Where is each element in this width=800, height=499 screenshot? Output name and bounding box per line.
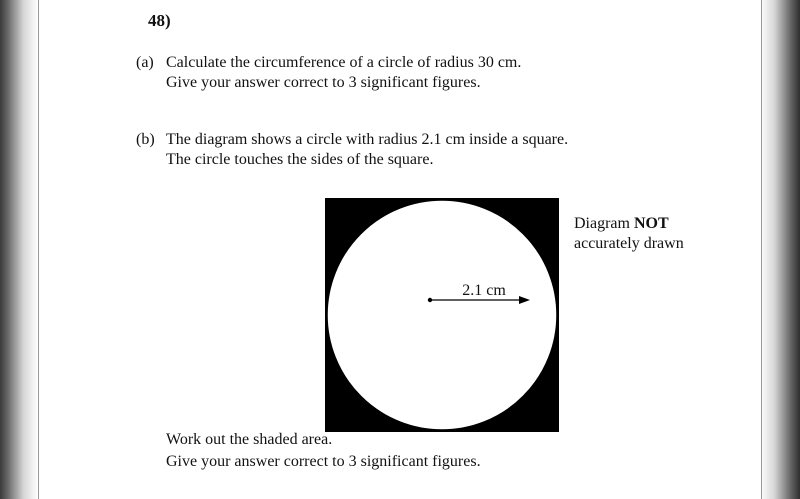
page-border-left	[38, 0, 39, 499]
part-b-label: (b)	[136, 131, 155, 148]
part-a-line-1: Calculate the circumference of a circle of radius 30 cm.	[166, 54, 522, 71]
part-b-instruction-1: Work out the shaded area.	[166, 431, 333, 448]
page-shadow-left	[0, 0, 38, 499]
part-b-line-1: The diagram shows a circle with radius 2.1 cm inside a square.	[166, 131, 569, 148]
question-number: 48)	[148, 11, 171, 30]
centre-point	[428, 298, 432, 302]
page-shadow-right	[760, 0, 800, 499]
part-b-line-2: The circle touches the sides of the square.	[166, 151, 434, 168]
page-border-right	[761, 0, 762, 499]
part-b-instruction-2: Give your answer correct to 3 significant figures.	[166, 453, 481, 470]
circle-in-square-diagram	[322, 195, 562, 435]
diagram-note-not: NOT	[633, 215, 669, 232]
diagram-note-line-1	[574, 215, 669, 233]
part-a-label: (a)	[136, 54, 154, 71]
part-a-line-2: Give your answer correct to 3 significant figures.	[166, 74, 481, 91]
diagram-note-line-2: accurately drawn	[574, 235, 684, 252]
diagram-note-prefix: Diagram	[574, 215, 634, 232]
radius-label: 2.1 cm	[462, 282, 506, 299]
inscribed-circle	[327, 200, 557, 430]
